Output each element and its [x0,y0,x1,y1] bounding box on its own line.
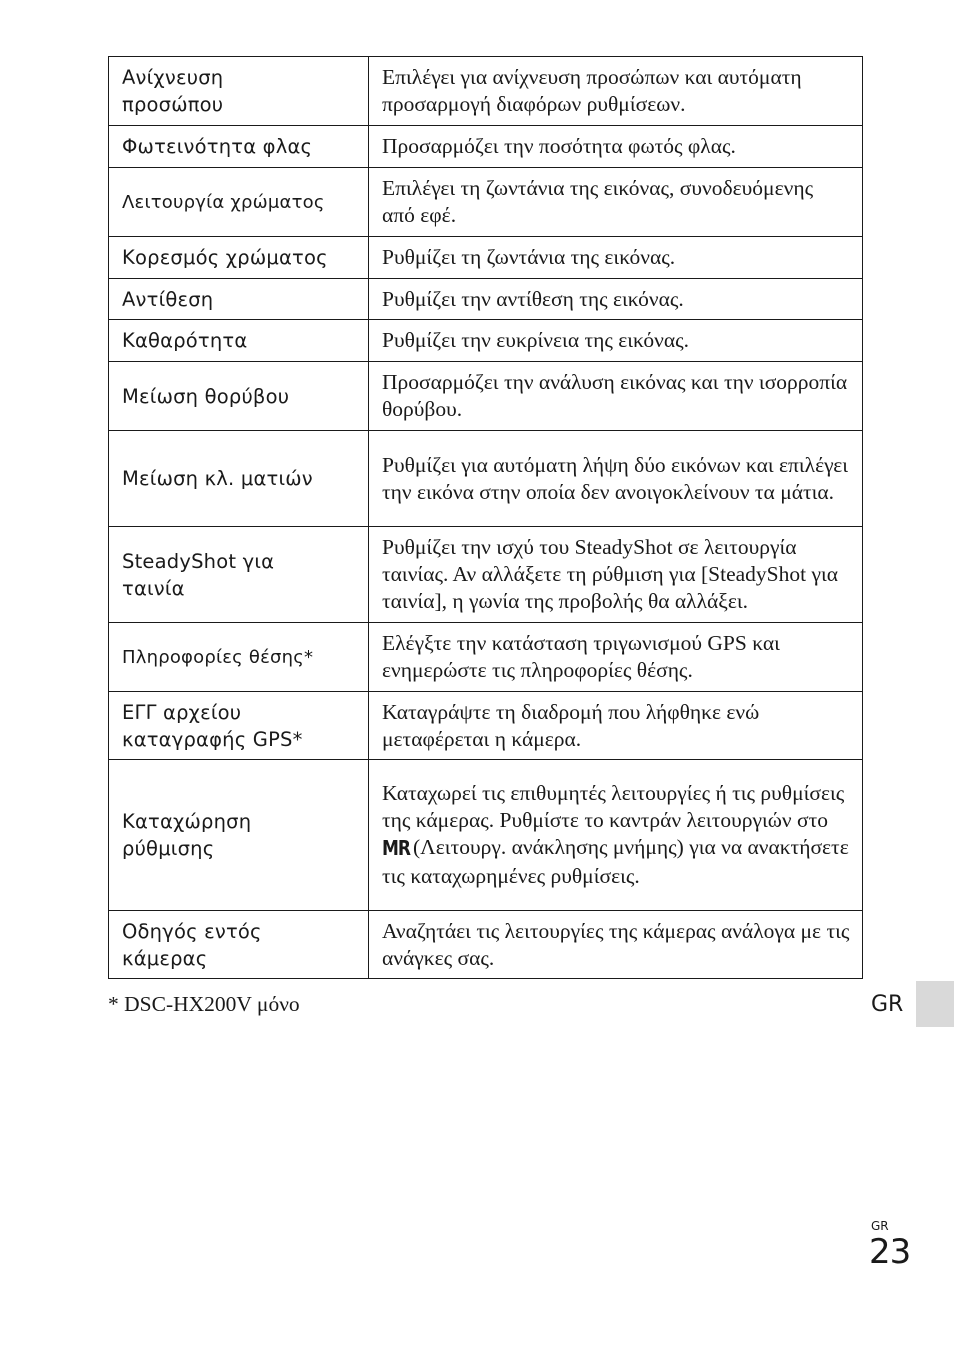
setting-name: Ανίχνευση προσώπου [109,57,369,126]
setting-name: Καταχώρηση ρύθμισης [109,760,369,911]
table-row [109,527,863,623]
setting-name: Λειτουργία χρώματος [109,168,369,237]
setting-description: Προσαρμόζει την ανάλυση εικόνας και την ισορροπία θορύβου. [369,362,863,431]
setting-name: SteadyShot για ταινία [109,527,369,623]
setting-name: Κορεσμός χρώματος [109,237,369,279]
description-text-before: Καταχωρεί τις επιθυμητές λειτουργίες ή τις ρυθμίσεις της κάμερας. Ρυθμίστε το καντράν λειτουργιών στο [382,781,845,832]
setting-description [369,760,863,911]
side-tab-marker [916,981,954,1027]
setting-name: Φωτεινότητα φλας [109,126,369,168]
setting-description: Ρυθμίζει τη ζωντάνια της εικόνας. [369,237,863,279]
setting-description: Ρυθμίζει την ευκρίνεια της εικόνας. [369,320,863,362]
footnote: * DSC-HX200V μόνο [108,992,300,1016]
description-text-after: (Λειτουργ. ανάκλησης μνήμης) για να ανακτήσετε τις καταχωρημένες ρυθμίσεις. [382,835,849,888]
table-row [109,692,863,760]
setting-description: Ρυθμίζει την αντίθεση της εικόνας. [369,279,863,320]
setting-description: Ρυθμίζει για αυτόματη λήψη δύο εικόνων και επιλέγει την εικόνα στην οποία δεν ανοιγοκλείνουν τα μάτια. [369,431,863,527]
table-row [109,623,863,692]
setting-name: Οδηγός εντός κάμερας [109,911,369,979]
table-row [109,237,863,279]
settings-table [108,56,863,979]
setting-description: Αναζητάει τις λειτουργίες της κάμερας ανάλογα με τις ανάγκες σας. [369,911,863,979]
table-row [109,431,863,527]
table-row [109,320,863,362]
language-label: GR [871,992,904,1017]
setting-description: Επιλέγει τη ζωντάνια της εικόνας, συνοδευόμενης από εφέ. [369,168,863,237]
setting-name: Καθαρότητα [109,320,369,362]
table-row [109,279,863,320]
table-row [109,57,863,126]
table-row [109,362,863,431]
table-row [109,911,863,979]
table-row [109,168,863,237]
setting-name: Μείωση θορύβου [109,362,369,431]
setting-description: Προσαρμόζει την ποσότητα φωτός φλας. [369,126,863,168]
setting-description: Επιλέγει για ανίχνευση προσώπων και αυτόματη προσαρμογή διαφόρων ρυθμίσεων. [369,57,863,126]
page-number: 23 [869,1232,911,1272]
setting-name: Μείωση κλ. ματιών [109,431,369,527]
setting-name: Αντίθεση [109,279,369,320]
setting-name: ΕΓΓ αρχείου καταγραφής GPS* [109,692,369,760]
setting-description: Ελέγξτε την κατάσταση τριγωνισμού GPS και ενημερώστε τις πληροφορίες θέσης. [369,623,863,692]
page-language-code: GR [871,1219,889,1233]
memory-recall-icon: MR [382,836,411,861]
setting-description: Καταγράψτε τη διαδρομή που λήφθηκε ενώ μεταφέρεται η κάμερα. [369,692,863,760]
setting-description: Ρυθμίζει την ισχύ του SteadyShot σε λειτουργία ταινίας. Αν αλλάξετε τη ρύθμιση για [SteadyShot για ταινία], η γωνία της προβολής θα αλλάξει. [369,527,863,623]
table-row [109,760,863,911]
setting-name: Πληροφορίες θέσης* [109,623,369,692]
table-row [109,126,863,168]
